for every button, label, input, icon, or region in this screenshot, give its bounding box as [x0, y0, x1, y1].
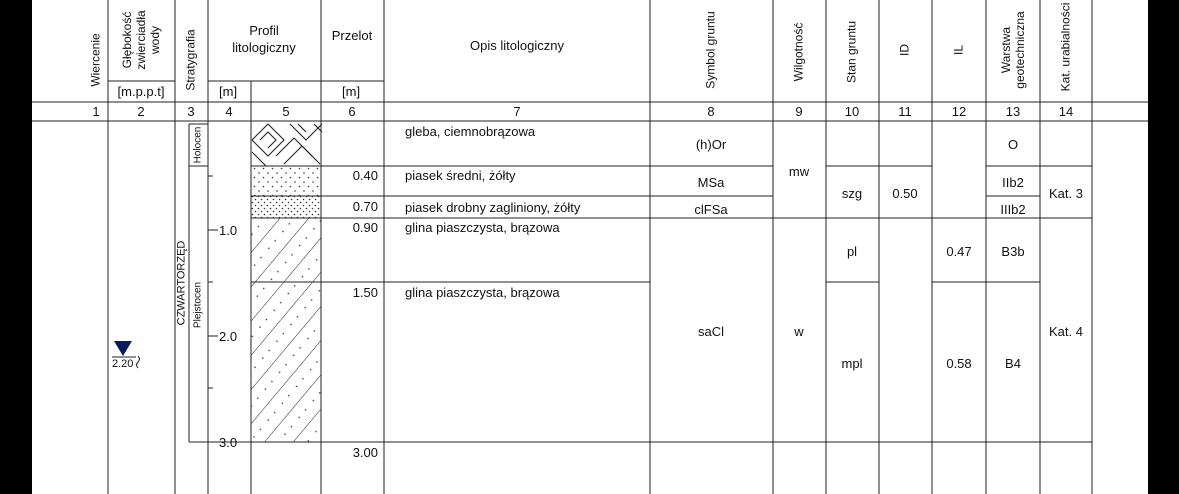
- category-upper: Kat. 3: [1049, 186, 1083, 201]
- col-number: 12: [951, 104, 967, 119]
- unit-col4: [m]: [219, 84, 238, 99]
- table-grid: [32, 0, 1148, 494]
- col-number: 1: [92, 104, 100, 119]
- col-number: 7: [513, 104, 521, 119]
- soil-symbol: saCl: [697, 324, 725, 339]
- col-number: 9: [795, 104, 803, 119]
- col-number: 10: [844, 104, 860, 119]
- layer-description: piasek drobny zagliniony, żółty: [405, 200, 581, 215]
- stratigraphy-pleistocene: Plejstocen: [192, 281, 204, 329]
- col-number: 4: [225, 104, 233, 119]
- unit-col2: [m.p.p.t]: [117, 84, 165, 99]
- unit-col6: [m]: [342, 84, 361, 99]
- il-b4: 0.58: [946, 356, 972, 371]
- stratigraphy-holocene: Holocen: [192, 126, 204, 164]
- water-level-wave-icon: [137, 356, 140, 368]
- header-col12: IL: [951, 44, 966, 56]
- header-col8: Symbol gruntu: [703, 11, 718, 89]
- layer-description: gleba, ciemnobrązowa: [405, 124, 536, 139]
- col-number: 6: [348, 104, 356, 119]
- category-lower: Kat. 4: [1049, 324, 1083, 339]
- layer-top-depth: 0.90: [352, 220, 378, 235]
- il-b3b: 0.47: [946, 244, 972, 259]
- depth-scale-label: 3.0: [219, 435, 238, 450]
- header-col14: Kat. urabialności: [1058, 2, 1073, 92]
- depth-scale-label: 2.0: [219, 329, 238, 344]
- col-number: 5: [282, 104, 290, 119]
- header-col9: Wilgotność: [791, 22, 806, 82]
- layer-description: piasek średni, żółty: [405, 168, 516, 183]
- stratigraphy-era: CZWARTORZĘD: [175, 240, 188, 326]
- geotech-layer: B4: [1005, 356, 1021, 371]
- water-table-marker-icon: [114, 341, 132, 356]
- geotech-layer: B3b: [1001, 244, 1025, 259]
- profile-sandy-clay: [251, 218, 321, 442]
- geotech-layer: O: [1007, 137, 1019, 152]
- geotech-layer: IIb2: [1002, 175, 1024, 190]
- col-number: 8: [707, 104, 715, 119]
- header-col6: Przelot: [331, 28, 373, 43]
- header-col1: Wiercenie: [88, 33, 103, 87]
- state-b3b: pl: [846, 244, 858, 259]
- col-number: 14: [1058, 104, 1074, 119]
- header-col4-5: Profil litologiczny: [232, 23, 296, 55]
- moisture-upper: mw: [788, 164, 810, 179]
- col-number: 3: [187, 104, 195, 119]
- col-number: 13: [1005, 104, 1021, 119]
- header-col7: Opis litologiczny: [470, 38, 564, 53]
- header-col3: Stratygrafia: [183, 29, 198, 91]
- state-b4: mpl: [841, 356, 863, 371]
- profile-clayey-fine-sand: [251, 196, 321, 218]
- soil-symbol: clFSa: [694, 202, 728, 217]
- layer-top-depth: 0.70: [352, 199, 378, 214]
- layer-top-depth: 0.40: [352, 168, 378, 183]
- layer-top-depth: 3.00: [352, 445, 378, 460]
- borehole-log-sheet: [32, 0, 1148, 494]
- state-sand: szg: [841, 186, 863, 201]
- soil-symbol: MSa: [697, 175, 725, 190]
- geotech-layer: IIIb2: [1000, 202, 1026, 217]
- moisture-lower: w: [794, 324, 804, 339]
- col-number: 11: [898, 104, 912, 119]
- soil-symbol: (h)Or: [695, 137, 727, 152]
- layer-top-depth: 1.50: [352, 285, 378, 300]
- id-value: 0.50: [892, 186, 918, 201]
- depth-scale-label: 1.0: [219, 223, 238, 238]
- header-col13: Warstwa geotechniczna: [999, 11, 1027, 89]
- layer-description: glina piaszczysta, brązowa: [405, 220, 560, 235]
- layer-description: glina piaszczysta, brązowa: [405, 285, 560, 300]
- profile-medium-sand: [251, 166, 321, 196]
- water-table-depth: 2.20: [112, 358, 134, 370]
- header-col10: Stan gruntu: [844, 20, 859, 84]
- header-col11: ID: [897, 44, 912, 56]
- col-number: 2: [137, 104, 145, 119]
- header-col2: Głębokość zwierciadła wody: [120, 10, 162, 70]
